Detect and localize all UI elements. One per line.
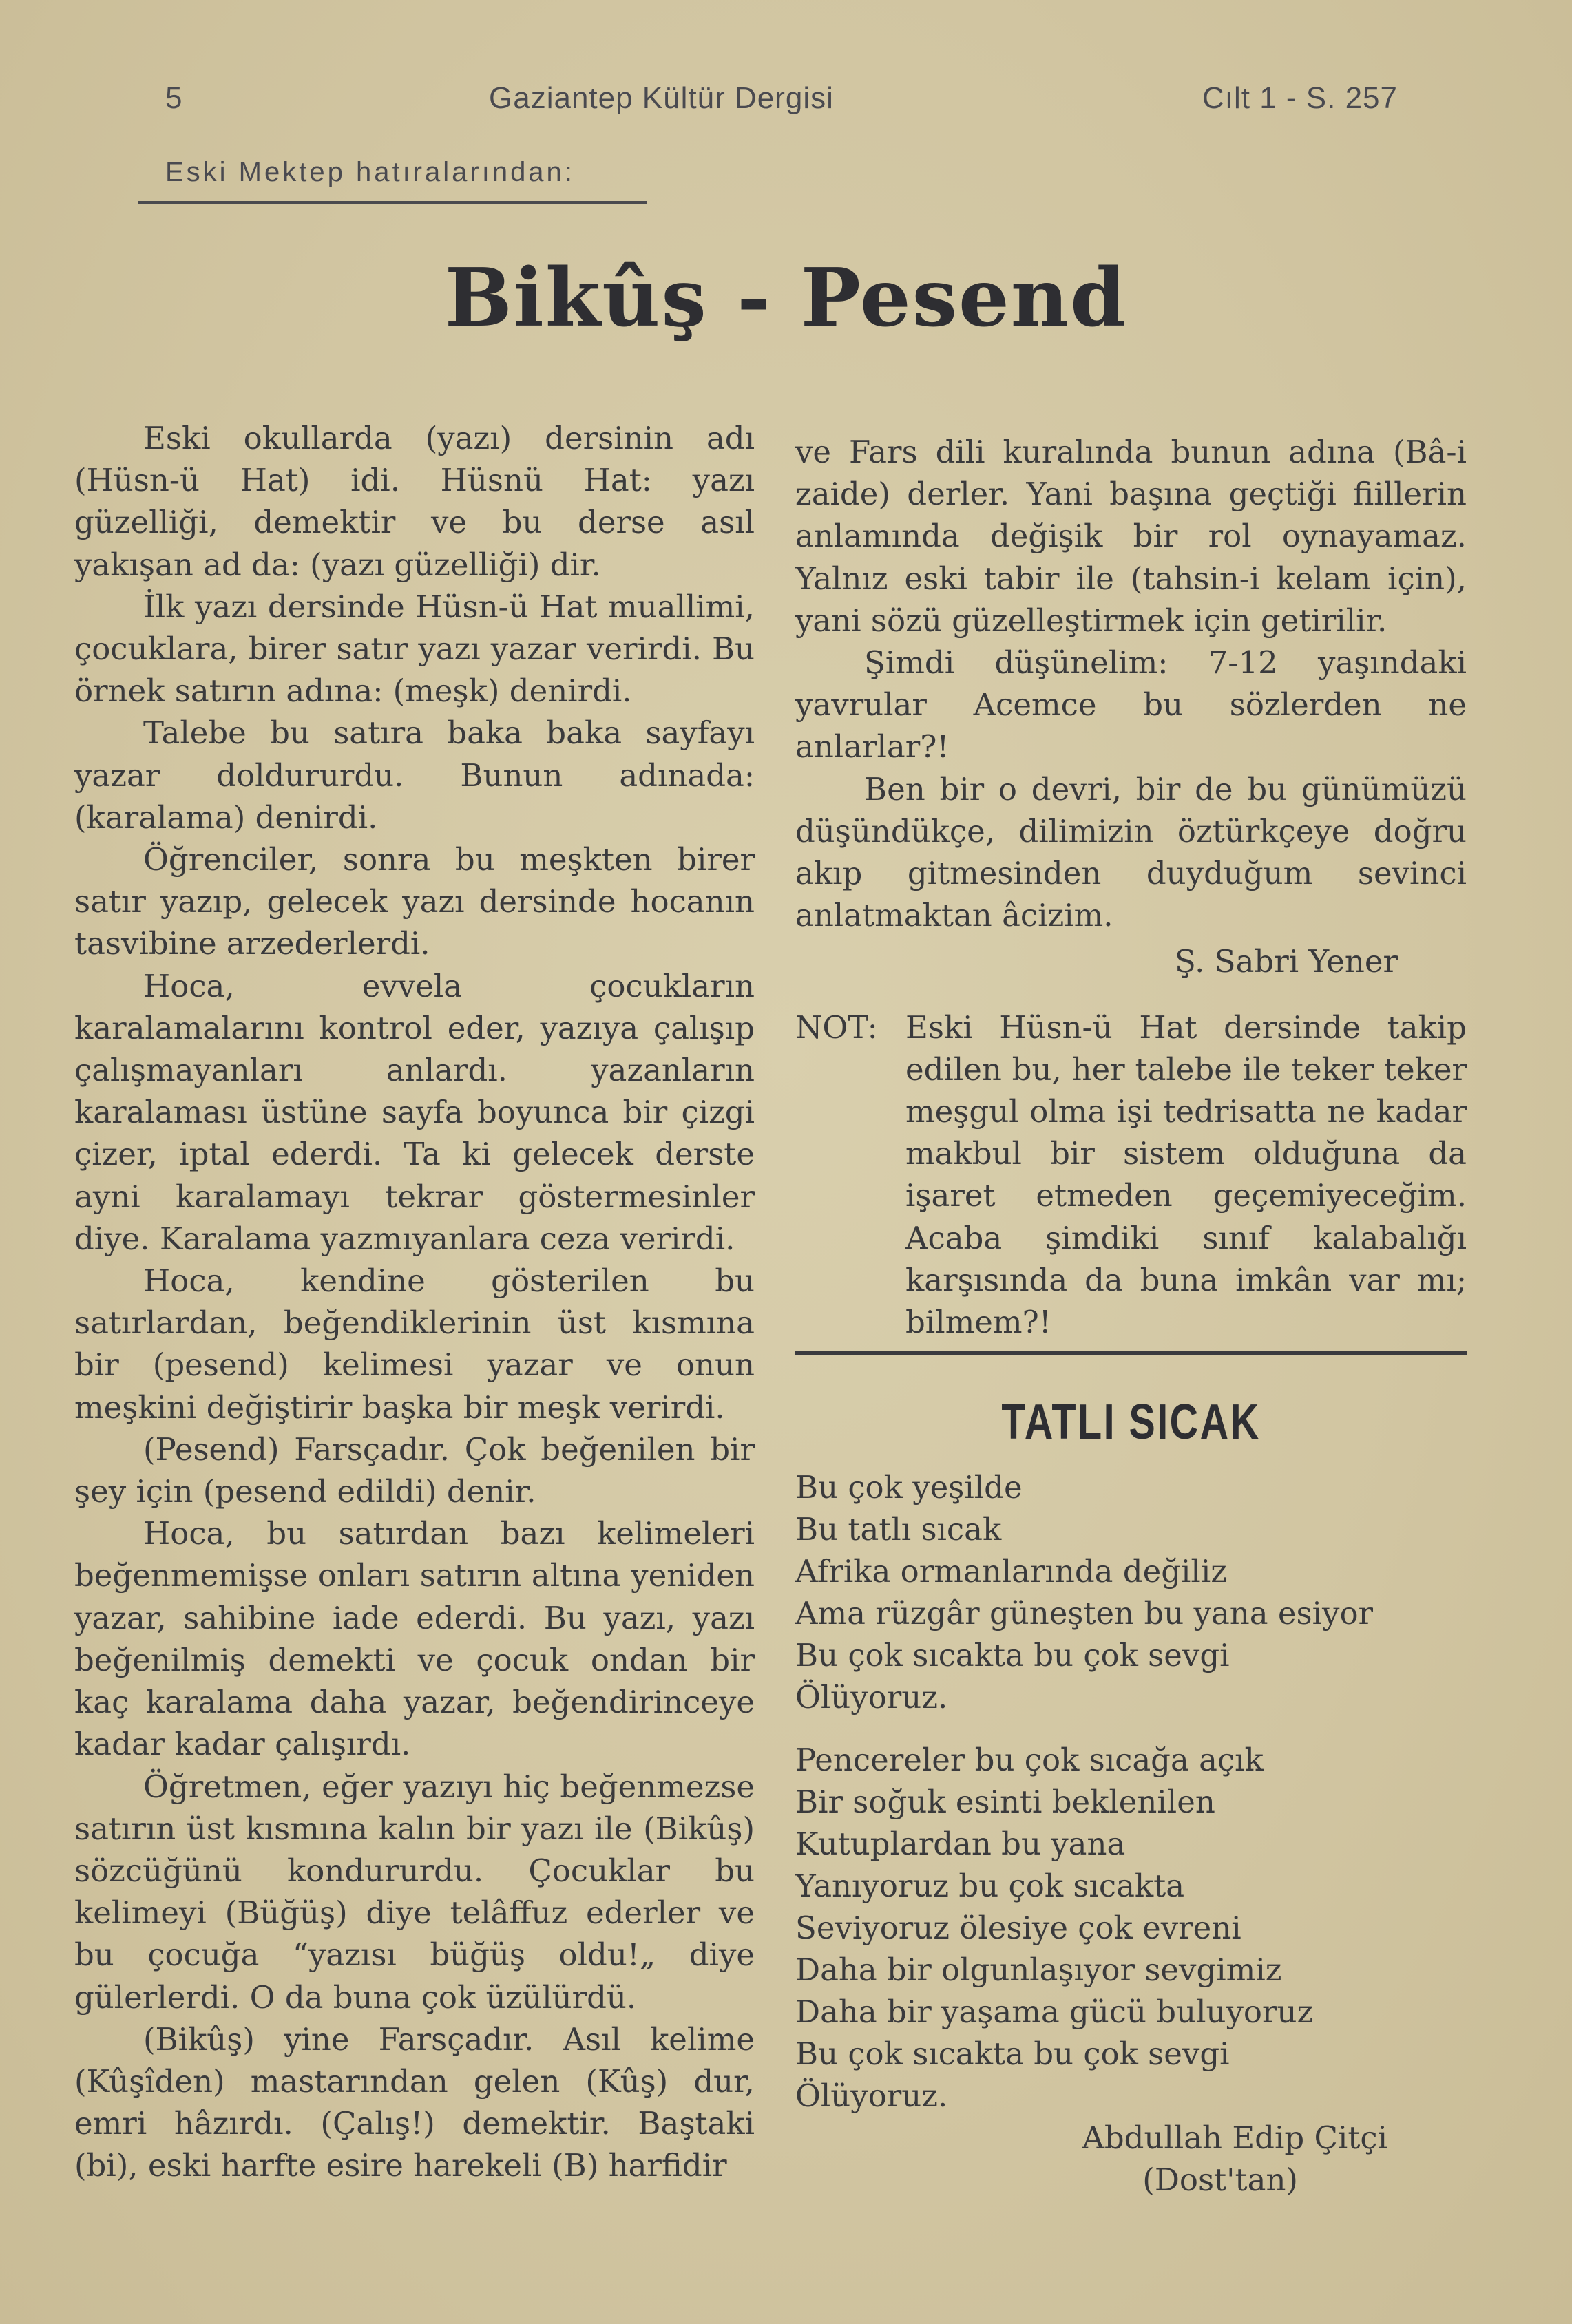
article-continuation: ve Fars dili kuralında bunun adına (Bâ-i zaide) derler. Yani başına geçtiği fiillerin anlamında değişik bir rol oynayamaz. Yalnız eski tabir ile (tahsin-i kelam için), yani sözü güzelleştirmek için getirilir.: [795, 434, 1467, 639]
note-label: NOT:: [795, 1008, 878, 1046]
article-paragraph: (Pesend) Farsçadır. Çok beğenilen bir şey için (pesend edildi) denir.: [74, 1430, 755, 1510]
series-label: Eski Mektep hatıralarından:: [165, 157, 575, 187]
poem-line: Yanıyoruz bu çok sıcakta: [795, 1868, 1185, 1904]
poem-line: Bu çok sıcakta bu çok sevgi: [795, 2036, 1230, 2072]
poem-line: Daha bir olgunlaşıyor sevgimiz: [795, 1952, 1282, 1988]
article-left-column: [74, 417, 755, 2187]
running-header: [165, 81, 1398, 129]
poem-line: Bu çok yeşilde: [795, 1469, 1023, 1506]
poem-line: Seviyoruz ölesiye çok evreni: [795, 1910, 1241, 1946]
section-divider: [795, 1351, 1467, 1355]
article-paragraph: Öğrenciler, sonra bu meşkten birer satır yazıp, gelecek yazı dersinde hocanın tasvibine arzederlerdi.: [74, 841, 755, 962]
article-note: [795, 1006, 1467, 1344]
article-paragraph: Hoca, bu satırdan bazı kelimeleri beğenmemişse onları satırın altına yeniden yazar, sahibine iade ederdi. Bu yazı, yazı beğenilmiş demekti ve çocuk ondan bir kaç karalama daha yazar, beğendirinceye kadar kadar çalışırdı.: [74, 1515, 755, 1763]
series-underline: [138, 201, 647, 204]
poem-line: Bu tatlı sıcak: [795, 1511, 1002, 1547]
page-number: 5: [165, 81, 183, 115]
poem-line: Ölüyoruz.: [795, 2078, 948, 2114]
article-paragraph: Talebe bu satıra baka baka sayfayı yazar doldururdu. Bunun adınada: (karalama) denirdi.: [74, 715, 755, 836]
article-right-column: [795, 431, 1467, 1343]
poem-line: Ama rüzgâr güneşten bu yana esiyor: [795, 1595, 1374, 1631]
article-paragraph: (Bikûş) yine Farsçadır. Asıl kelime (Kûşîden) mastarından gelen (Kûş) dur, emri hâzırdı. (Çalış!) demektir. Baştaki (bi), eski harfte esire harekeli (B) harfidir: [74, 2020, 755, 2184]
article-title: Bikûş - Pesend: [444, 251, 1128, 345]
poem-line: Ölüyoruz.: [795, 1679, 948, 1715]
article-paragraph: Hoca, kendine gösterilen bu satırlardan, beğendiklerinin üst kısmına bir (pesend) kelimesi yazar ve onun meşkini değiştirir başka bir meşk verirdi.: [74, 1263, 755, 1426]
article-paragraph: Eski okullarda (yazı) dersinin adı (Hüsn-ü Hat) idi. Hüsnü Hat: yazı güzelliği, demektir ve bu derse asıl yakışan ad da: (yazı güzelliği) dir.: [74, 420, 755, 583]
article-author: Ş. Sabri Yener: [1174, 943, 1398, 980]
poem-line: Pencereler bu çok sıcağa açık: [795, 1742, 1264, 1778]
magazine-title: Gaziantep Kültür Dergisi: [489, 81, 834, 115]
poem-author: Abdullah Edip Çitçi: [1082, 2120, 1387, 2156]
volume-issue: Cılt 1 - S. 257: [1202, 81, 1398, 115]
article-paragraph: Şimdi düşünelim: 7-12 yaşındaki yavrular Acemce bu sözlerden ne anlarlar?!: [795, 644, 1467, 765]
poem-line: Afrika ormanlarında değiliz: [795, 1553, 1227, 1589]
poem-source: (Dost'tan): [1142, 2162, 1298, 2198]
article-paragraph: Öğretmen, eğer yazıyı hiç beğenmezse satırın üst kısmına kalın bir yazı ile (Bikûş) sözcüğünü kondururdu. Çocuklar bu kelimeyi (Büğüş) diye telâffuz ederler ve bu çocuğa “yazısı büğüş oldu!„ diye gülerlerdi. O da buna çok üzülürdü.: [74, 1768, 755, 2016]
article-paragraph: Hoca, evvela çocukların karalamalarını kontrol eder, yazıya çalışıp çalışmayanları anlardı. yazanların karalaması üstüne sayfa boyunca bir çizgi çizer, iptal ederdi. Ta ki gelecek derste ayni karalamayı tekrar göstermesinler diye. Karalama yazmıyanlara ceza verirdi.: [74, 967, 755, 1257]
poem-line: Bir soğuk esinti beklenilen: [795, 1784, 1215, 1820]
poem-line: Bu çok sıcakta bu çok sevgi: [795, 1637, 1230, 1673]
stanza-break: [795, 1718, 1467, 1739]
article-paragraph: Ben bir o devri, bir de bu günümüzü düşündükçe, dilimizin öztürkçeye doğru akıp gitmesinden duyduğum sevinci anlatmaktan âcizim.: [795, 770, 1467, 934]
poem-line: Daha bir yaşama gücü buluyoruz: [795, 1994, 1314, 2030]
article-paragraph: İlk yazı dersinde Hüsn-ü Hat muallimi, çocuklara, birer satır yazı yazar verirdi. Bu örnek satırın adına: (meşk) denirdi.: [74, 588, 755, 710]
poem-title: TATLI SICAK: [1001, 1395, 1261, 1450]
poem-body: [795, 1466, 1467, 2201]
poem-line: Kutuplardan bu yana: [795, 1826, 1126, 1862]
note-text: Eski Hüsn-ü Hat dersinde takip edilen bu, her talebe ile teker teker meşgul olma işi tedrisatta ne kadar makbul bir sistem olduğuna da işaret etmeden geçemiyeceğim. Acaba şimdiki sınıf kalabalığı karşısında da buna imkân var mı; bilmem?!: [905, 1008, 1467, 1341]
